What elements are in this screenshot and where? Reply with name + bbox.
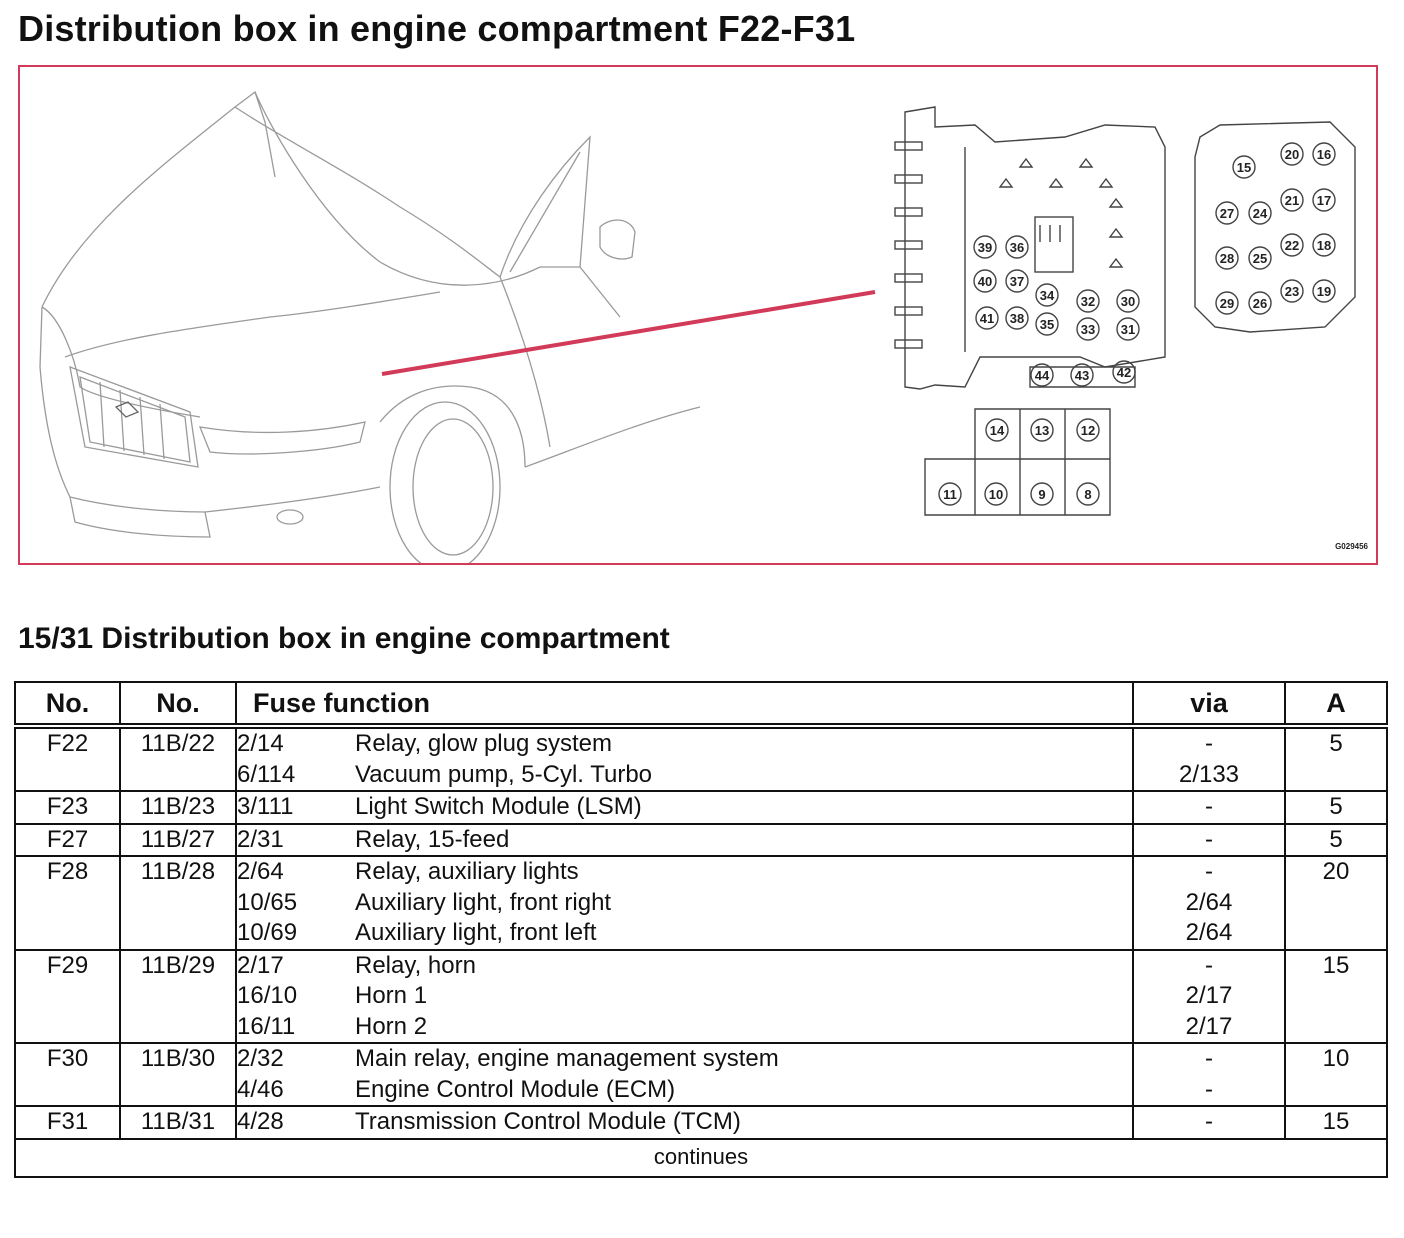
function-line: [237, 857, 1132, 888]
component-description: Relay, glow plug system: [355, 730, 612, 757]
fuse-marker-label: 40: [977, 274, 993, 289]
fuse-function: [236, 824, 1133, 857]
continues-row: [15, 1139, 1387, 1177]
fuse-id: [15, 824, 120, 857]
via-text: -: [1205, 1045, 1213, 1072]
fuse-marker-label: 43: [1074, 368, 1090, 383]
component-code: 4/28: [237, 1108, 284, 1135]
fuse-function: [236, 856, 1133, 950]
fuse-marker-label: 42: [1116, 365, 1132, 380]
fuse-marker-label: 13: [1034, 423, 1050, 438]
fuse-id-text: F22: [46, 730, 89, 757]
fuse-marker-label: 22: [1284, 238, 1300, 253]
fuse-marker-label: 38: [1009, 311, 1025, 326]
fuse-ref: [120, 726, 236, 791]
fuse-id: [15, 856, 120, 950]
fuse-function: [236, 791, 1133, 824]
car-illustration: [40, 92, 700, 565]
fuse-table: [14, 681, 1388, 1178]
function-line: [237, 729, 1132, 760]
fuse-id: [15, 726, 120, 791]
function-line: [237, 760, 1132, 791]
function-line: [237, 981, 1132, 1012]
function-line: [237, 918, 1132, 949]
fuse-amps: [1285, 726, 1387, 791]
fuse-marker-label: 33: [1080, 322, 1096, 337]
component-code: 2/64: [237, 858, 284, 885]
fuse-marker-label: 28: [1219, 251, 1235, 266]
fuse-via: [1133, 950, 1285, 1044]
component-description: Light Switch Module (LSM): [355, 793, 642, 820]
fuse-amps-text: 20: [1322, 858, 1350, 885]
fuse-ref: [120, 950, 236, 1044]
component-description: Horn 2: [355, 1012, 428, 1040]
component-code: 2/14: [237, 730, 284, 757]
function-line: [237, 792, 1132, 823]
via-text: 2/64: [1185, 919, 1233, 946]
fuse-amps-text: 15: [1322, 951, 1350, 979]
fuse-marker-label: 25: [1252, 251, 1268, 266]
via-text: -: [1205, 951, 1213, 979]
table-row: [15, 791, 1387, 824]
fuse-id: [15, 950, 120, 1044]
function-line: [237, 1044, 1132, 1075]
fuse-id-text: F23: [46, 793, 89, 820]
function-line: [237, 1075, 1132, 1106]
component-code: 6/114: [237, 760, 296, 788]
component-code: 2/31: [237, 825, 284, 853]
via-text: -: [1205, 858, 1213, 885]
fuse-id-text: F29: [46, 951, 89, 979]
fuse-marker-label: 17: [1316, 193, 1332, 208]
fuse-ref-text: 11B/27: [140, 825, 216, 853]
function-line: [237, 1012, 1132, 1043]
header-no-ref: No.: [120, 682, 236, 726]
fuse-marker-label: 10: [988, 487, 1004, 502]
fuse-ref-text: 11B/23: [140, 793, 216, 820]
car-and-fuse-diagram: [20, 67, 1378, 565]
fuse-marker-label: 14: [989, 423, 1005, 438]
fuse-id-text: F28: [46, 858, 89, 885]
component-code: 3/111: [237, 793, 294, 820]
fuse-marker-label: 20: [1284, 147, 1300, 162]
fuse-marker-label: 12: [1080, 423, 1096, 438]
fuse-function: [236, 950, 1133, 1044]
fuse-marker-label: 30: [1120, 294, 1136, 309]
function-line: [237, 888, 1132, 919]
fuse-marker-label: 35: [1039, 317, 1055, 332]
fuse-marker-label: 36: [1009, 240, 1025, 255]
table-row: [15, 856, 1387, 950]
component-description: Main relay, engine management system: [355, 1045, 779, 1072]
component-description: Relay, auxiliary lights: [355, 858, 579, 885]
via-text: -: [1205, 825, 1213, 853]
component-description: Auxiliary light, front left: [355, 919, 597, 946]
fuse-marker-label: 29: [1219, 296, 1235, 311]
component-code: 4/46: [237, 1075, 284, 1103]
fuse-via: [1133, 824, 1285, 857]
fuse-ref: [120, 1106, 236, 1139]
fuse-ref-text: 11B/29: [140, 951, 216, 979]
fuse-via: [1133, 726, 1285, 791]
via-text: -: [1205, 1108, 1213, 1135]
component-code: 16/11: [237, 1012, 296, 1040]
fuse-marker-label: 9: [1038, 487, 1046, 502]
fuse-marker-label: 23: [1284, 284, 1300, 299]
component-description: Auxiliary light, front right: [355, 888, 612, 916]
table-row: [15, 726, 1387, 791]
fuse-amps: [1285, 791, 1387, 824]
section-title: 15/31 Distribution box in engine compartment: [18, 622, 670, 655]
fuse-marker-label: 32: [1080, 294, 1096, 309]
fuse-amps-text: 10: [1322, 1045, 1350, 1072]
component-description: Relay, horn: [355, 951, 476, 979]
component-description: Relay, 15-feed: [355, 825, 510, 853]
via-text: -: [1205, 793, 1213, 820]
fuse-marker-label: 16: [1316, 147, 1332, 162]
function-line: [237, 1107, 1132, 1138]
fuse-id-text: F27: [46, 825, 89, 853]
fuse-function: [236, 1043, 1133, 1106]
fuse-marker-label: 21: [1284, 193, 1300, 208]
fuse-id: [15, 791, 120, 824]
component-description: Engine Control Module (ECM): [355, 1075, 676, 1103]
fuse-amps: [1285, 856, 1387, 950]
fuse-marker-label: 39: [977, 240, 993, 255]
fuse-marker-label: 19: [1316, 284, 1332, 299]
fuse-amps-text: 5: [1329, 825, 1343, 853]
fuse-ref-text: 11B/31: [140, 1108, 216, 1135]
fuse-marker-label: 24: [1252, 206, 1268, 221]
fuse-marker-label: 31: [1120, 322, 1136, 337]
fuse-id: [15, 1106, 120, 1139]
fuse-marker-label: 27: [1219, 206, 1235, 221]
table-header-row: [15, 682, 1387, 726]
fuse-ref: [120, 856, 236, 950]
fuse-amps: [1285, 950, 1387, 1044]
via-text: -: [1205, 1075, 1213, 1103]
fuse-amps: [1285, 1043, 1387, 1106]
fuse-amps-text: 15: [1322, 1108, 1350, 1135]
fuse-marker-label: 15: [1236, 160, 1252, 175]
pointer-line: [382, 292, 875, 374]
component-code: 16/10: [237, 982, 298, 1009]
via-text: 2/133: [1178, 760, 1240, 788]
fuse-amps: [1285, 1106, 1387, 1139]
component-code: 2/32: [237, 1045, 284, 1072]
table-row: [15, 824, 1387, 857]
component-code: 10/69: [237, 919, 298, 946]
fuse-ref: [120, 1043, 236, 1106]
component-description: Transmission Control Module (TCM): [355, 1108, 741, 1135]
component-code: 10/65: [237, 888, 298, 916]
fuse-function: [236, 726, 1133, 791]
via-text: 2/64: [1185, 888, 1233, 916]
fuse-amps-text: 5: [1329, 793, 1343, 820]
fuse-ref-text: 11B/30: [140, 1045, 216, 1072]
header-amps: A: [1285, 682, 1387, 726]
table-row: [15, 1043, 1387, 1106]
via-text: 2/17: [1185, 982, 1233, 1009]
fuse-marker-label: 44: [1034, 368, 1050, 383]
fuse-via: [1133, 1043, 1285, 1106]
fuse-marker-label: 18: [1316, 238, 1332, 253]
component-description: Horn 1: [355, 982, 428, 1009]
header-fuse-function: Fuse function: [236, 682, 1133, 726]
fuse-via: [1133, 856, 1285, 950]
fuse-id-text: F30: [46, 1045, 89, 1072]
figure-code: G029456: [1335, 542, 1368, 551]
table-row: [15, 1106, 1387, 1139]
page-title: Distribution box in engine compartment F22-F31: [18, 8, 856, 49]
fuse-id: [15, 1043, 120, 1106]
via-text: -: [1205, 730, 1213, 757]
fuse-marker-label: 8: [1084, 487, 1092, 502]
fuse-ref-text: 11B/22: [140, 730, 216, 757]
fuse-box-figure: [18, 65, 1378, 565]
continues-label: continues: [15, 1139, 1387, 1177]
header-no: No.: [15, 682, 120, 726]
fuse-marker-label: 34: [1039, 288, 1055, 303]
fuse-ref-text: 11B/28: [140, 858, 216, 885]
fuse-amps: [1285, 824, 1387, 857]
fuse-marker-label: 11: [943, 487, 957, 502]
function-line: [237, 951, 1132, 982]
fuse-marker-label: 26: [1252, 296, 1268, 311]
fuse-marker-label: 41: [979, 311, 995, 326]
fuse-via: [1133, 791, 1285, 824]
fuse-function: [236, 1106, 1133, 1139]
fuse-ref: [120, 824, 236, 857]
fuse-marker-label: 37: [1009, 274, 1025, 289]
fuse-id-text: F31: [46, 1108, 89, 1135]
fuse-amps-text: 5: [1329, 730, 1343, 757]
component-code: 2/17: [237, 951, 284, 979]
table-row: [15, 950, 1387, 1044]
header-via: via: [1133, 682, 1285, 726]
function-line: [237, 825, 1132, 856]
fuse-via: [1133, 1106, 1285, 1139]
component-description: Vacuum pump, 5-Cyl. Turbo: [355, 760, 653, 788]
fuse-number-markers: [939, 143, 1335, 505]
fuse-ref: [120, 791, 236, 824]
via-text: 2/17: [1185, 1012, 1233, 1040]
